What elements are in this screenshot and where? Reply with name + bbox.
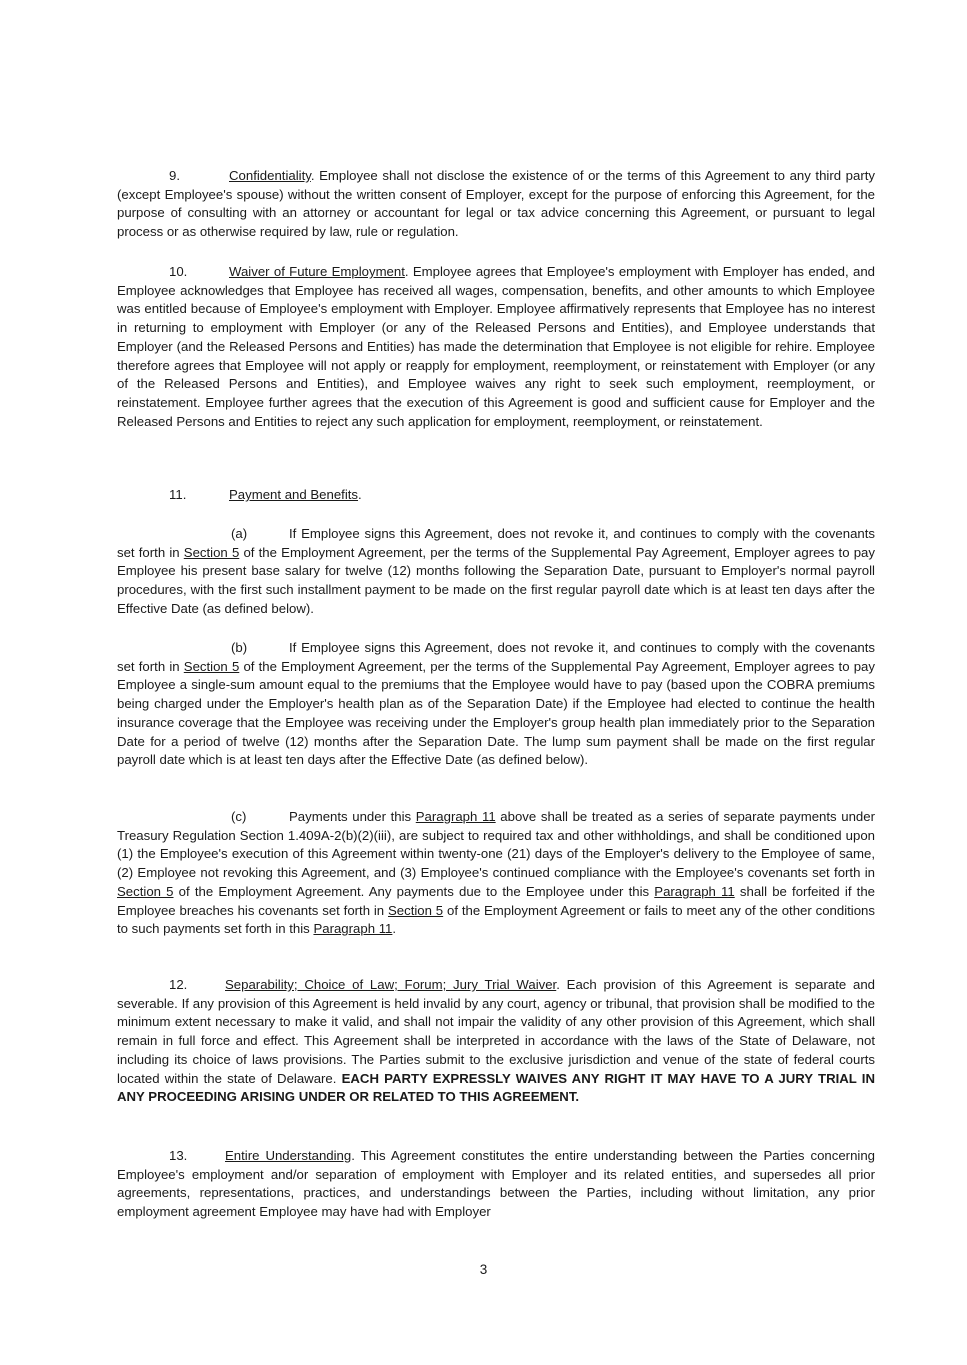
paragraph-heading: Payment and Benefits: [229, 487, 359, 502]
subparagraph-text: above shall be treated as a series of separate payments under Treasury Regulation Section 1.409A-2(b)(2)(iii), are subject to required tax and other withholdings, and shall be conditioned upon (1) the Employee's execution of this Agreement within twenty-one (21) days of the Employer's delivery to the Employee of same, (2) Employee not revoking this Agreement, and (3) Employee's continued compliance with the Employee's covenants set forth in: [117, 809, 875, 881]
subparagraph-label: (a): [231, 526, 248, 541]
paragraph-number: 10.: [169, 264, 188, 279]
paragraph-number: 13.: [169, 1148, 188, 1163]
section-5-reference: Section 5: [117, 883, 174, 899]
paragraph-13: [117, 1147, 875, 1222]
paragraph-12: [117, 976, 875, 1107]
subparagraph-text: of the Employment Agreement or fails to meet any of the other conditions to such payments set forth in this: [117, 902, 875, 937]
paragraph-heading-end: .: [358, 487, 362, 502]
paragraph-text: . Employee shall not disclose the existence of or the terms of this Agreement to any third party (except Employee's spouse) without the written consent of Employer, except for the purpose of enforcing this Agreement, for the purpose of consulting with an attorney or accountant for legal or tax advice concerning this Agreement, or pursuant to legal process or as otherwise required by law, rule or regulation.: [117, 168, 875, 240]
paragraph-11-reference: Paragraph 11: [415, 809, 496, 824]
paragraph-11-reference: Paragraph 11: [313, 921, 393, 937]
paragraph-text: . Employee agrees that Employee's employment with Employer has ended, and Employee acknowledges that Employee has received all wages, compensation, benefits, and other amounts to which Employee was entitled because of Employee's employment with Employer. Employee affirmatively represents that Employee has no interest in returning to employment with Employer (or any of the Released Persons and Entities), and Employee understands that Employer (and the Released Persons and Entities) has made the determination that Employee is not eligible for rehire. Employee therefore agrees that Employee will not apply or reapply for employment, reemployment, or reinstatement with Employer (or any of the Released Persons and Entities), and Employee waives any right to seek such employment, reemployment, or reinstatement. Employee further agrees that the execution of this Agreement is good and sufficient cause for Employer and the Released Persons and Entities to reject any such application for employment, reemployment, or reinstatement.: [117, 264, 875, 429]
paragraph-heading: Entire Understanding: [225, 1148, 352, 1163]
paragraph-11-reference: Paragraph 11: [654, 883, 735, 899]
subparagraph-11b: [117, 639, 875, 770]
subparagraph-text: of the Employment Agreement, per the terms of the Supplemental Pay Agreement, Employer agrees to pay Employee his present base salary for twelve (12) months following the Separation Date, pursuant to Employer's normal payroll procedures, with the first such installment payment to be made on the first regular payroll date which is at least ten days after the Effective Date (as defined below).: [117, 544, 875, 616]
paragraph-number: 12.: [169, 977, 188, 992]
jury-waiver-text: EACH PARTY EXPRESSLY WAIVES ANY RIGHT IT MAY HAVE TO A JURY TRIAL IN ANY PROCEEDING ARISING UNDER OR RELATED TO THIS AGREEMENT.: [117, 1070, 875, 1105]
paragraph-number: 11.: [169, 487, 187, 502]
subparagraph-text: of the Employment Agreement, per the terms of the Supplemental Pay Agreement, Employer agrees to pay Employee a single-sum amount equal to the premiums that the Employee would have to pay (based upon the COBRA premiums being charged under the Employer's health plan as of the Separation Date) if the Employee had elected to continue the health insurance coverage that the Employee was receiving under the Employer's group health plan immediately prior to the Separation Date for a period of twelve (12) months after the Separation Date. The lump sum payment shall be made on the first regular payroll date which is at least ten days after the Effective Date (as defined below).: [117, 658, 875, 768]
subparagraph-11c: [117, 808, 875, 939]
subparagraph-text: If Employee signs this Agreement, does not revoke it, and continues to comply with the covenants set forth in: [117, 526, 875, 560]
subparagraph-label: (c): [231, 809, 247, 824]
paragraph-number: 9.: [169, 168, 180, 183]
paragraph-heading: Separability; Choice of Law; Forum; Jury Trial Waiver: [225, 977, 557, 992]
subparagraph-text: Payments under this: [289, 809, 416, 824]
section-5-reference: Section 5: [183, 658, 240, 674]
subparagraph-11a: [117, 525, 875, 619]
paragraph-heading: Waiver of Future Employment: [229, 264, 405, 279]
paragraph-text: . This Agreement constitutes the entire understanding between the Parties concerning Employee's employment and/or separation of employment with Employer and its related entities, and supersedes all prior agreements, representations, practices, and understandings between the Parties, including without limitation, any prior employment agreement Employee may have had with Employer: [117, 1148, 875, 1220]
subparagraph-label: (b): [231, 640, 248, 655]
subparagraph-text: .: [392, 921, 397, 937]
paragraph-11: [117, 486, 875, 505]
paragraph-text: . Each provision of this Agreement is separate and severable. If any provision of this Agreement is held invalid by any court, agency or tribunal, that provision shall be modified to the minimum extent necessary to make it valid, and shall not impair the validity of any other provision of this Agreement, which shall remain in full force and effect. This Agreement shall be interpreted in accordance with the laws of the State of Delaware, not including its choice of laws provisions. The Parties submit to the exclusive jurisdiction and venue of the state of federal courts located within the state of Delaware.: [117, 977, 875, 1086]
section-5-reference: Section 5: [183, 544, 240, 560]
subparagraph-text: of the Employment Agreement. Any payments due to the Employee under this: [173, 883, 655, 899]
section-5-reference: Section 5: [387, 902, 444, 918]
subparagraph-text: shall be forfeited if the Employee breaches his covenants set forth in: [117, 883, 875, 918]
paragraph-9: [117, 167, 875, 242]
paragraph-heading: Confidentiality: [229, 168, 311, 183]
paragraph-10: [117, 263, 875, 431]
subparagraph-text: If Employee signs this Agreement, does not revoke it, and continues to comply with the covenants set forth in: [117, 640, 875, 674]
page-number: 3: [479, 1262, 488, 1277]
